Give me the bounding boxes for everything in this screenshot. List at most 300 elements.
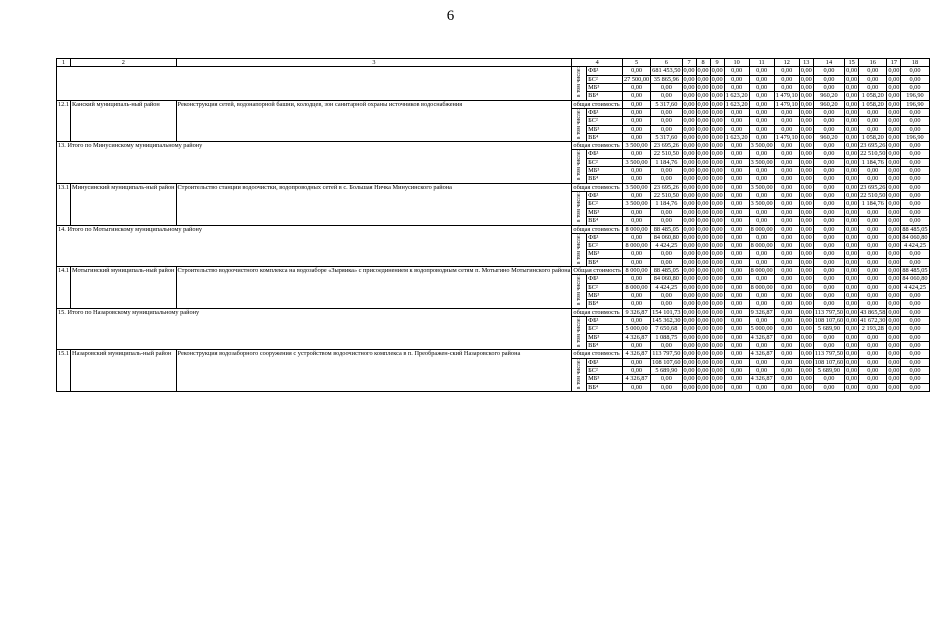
value-cell: 0,00 bbox=[859, 75, 887, 83]
source-cell: ФБ¹ bbox=[587, 316, 623, 324]
value-cell: 0,00 bbox=[749, 292, 774, 300]
value-cell: 0,00 bbox=[800, 325, 812, 333]
municipality-name: Назаровский муниципаль-ный район bbox=[71, 350, 177, 392]
value-cell: 0,00 bbox=[800, 258, 812, 266]
value-cell: 0,00 bbox=[711, 100, 723, 108]
source-cell: ВБ⁴ bbox=[587, 133, 623, 141]
value-cell: 0,00 bbox=[651, 117, 682, 125]
value-cell: 0,00 bbox=[683, 117, 695, 125]
value-cell: 0,00 bbox=[813, 75, 844, 83]
value-cell: 0,00 bbox=[622, 67, 650, 75]
col-header: 1 bbox=[57, 59, 71, 67]
value-cell: 0,00 bbox=[651, 83, 682, 91]
value-cell: 0,00 bbox=[683, 133, 695, 141]
value-cell: 0,00 bbox=[711, 250, 723, 258]
value-cell: 0,00 bbox=[888, 366, 900, 374]
value-cell: 5 317,60 bbox=[651, 100, 682, 108]
value-cell: 0,00 bbox=[846, 283, 858, 291]
value-cell: 0,00 bbox=[888, 383, 900, 391]
value-cell: 0,00 bbox=[859, 67, 887, 75]
value-cell: 0,00 bbox=[724, 192, 749, 200]
value-cell: 0,00 bbox=[888, 150, 900, 158]
value-cell: 0,00 bbox=[683, 366, 695, 374]
value-cell: 0,00 bbox=[724, 250, 749, 258]
value-cell: 0,00 bbox=[813, 208, 844, 216]
value-cell: 0,00 bbox=[622, 133, 650, 141]
value-cell: 0,00 bbox=[774, 200, 799, 208]
value-cell: 0,00 bbox=[774, 267, 799, 275]
value-cell: 0,00 bbox=[749, 275, 774, 283]
value-cell: 0,00 bbox=[683, 383, 695, 391]
value-cell: 3 500,00 bbox=[750, 183, 773, 191]
value-cell: 0,00 bbox=[859, 167, 887, 175]
in-that-number-label bbox=[572, 358, 587, 391]
value-cell: 0,00 bbox=[846, 75, 858, 83]
col-header: 14 bbox=[813, 59, 844, 67]
value-cell: 0,00 bbox=[774, 233, 799, 241]
value-cell: 9 326,87 bbox=[622, 308, 650, 316]
value-cell: 0,00 bbox=[888, 67, 900, 75]
value-cell: 0,00 bbox=[711, 300, 723, 308]
value-cell: 88 485,05 bbox=[902, 267, 928, 275]
value-cell: 0,00 bbox=[901, 341, 929, 349]
source-cell: ВБ⁴ bbox=[587, 175, 623, 183]
value-cell: 0,00 bbox=[888, 325, 900, 333]
value-cell: 0,00 bbox=[683, 192, 695, 200]
value-cell: 0,00 bbox=[749, 192, 774, 200]
value-cell: 0,00 bbox=[800, 217, 812, 225]
value-cell: 0,00 bbox=[813, 267, 844, 275]
value-cell: 0,00 bbox=[846, 192, 858, 200]
value-cell: 8 000,00 bbox=[750, 225, 773, 233]
value-cell: 0,00 bbox=[711, 133, 723, 141]
value-cell: 0,00 bbox=[846, 325, 858, 333]
value-cell: 0,00 bbox=[683, 100, 695, 108]
value-cell: 0,00 bbox=[697, 192, 709, 200]
value-cell: 0,00 bbox=[813, 383, 844, 391]
value-cell: 0,00 bbox=[800, 308, 812, 316]
source-cell: БС² bbox=[587, 242, 623, 250]
value-cell: 3 500,00 bbox=[622, 142, 650, 150]
value-cell: 113 797,50 bbox=[814, 350, 843, 358]
source-cell: МБ³ bbox=[587, 83, 623, 91]
value-cell: 0,00 bbox=[888, 192, 900, 200]
value-cell: 23 695,26 bbox=[860, 142, 886, 150]
value-cell: 0,00 bbox=[724, 325, 749, 333]
total-cost-label: общая стоимость bbox=[572, 225, 623, 233]
value-cell: 1 479,10 bbox=[775, 100, 798, 108]
value-cell: 0,00 bbox=[859, 366, 887, 374]
source-cell: ВБ⁴ bbox=[587, 383, 623, 391]
value-cell: 0,00 bbox=[800, 100, 812, 108]
value-cell: 35 865,96 bbox=[651, 75, 682, 83]
value-cell: 0,00 bbox=[800, 208, 812, 216]
value-cell: 0,00 bbox=[888, 258, 900, 266]
value-cell: 0,00 bbox=[749, 300, 774, 308]
total-cost-label: общая стоимость bbox=[572, 350, 623, 358]
source-cell: БС² bbox=[587, 75, 623, 83]
value-cell: 0,00 bbox=[724, 341, 749, 349]
value-cell: 0,00 bbox=[888, 183, 900, 191]
value-cell: 0,00 bbox=[800, 142, 812, 150]
value-cell: 145 362,30 bbox=[652, 316, 681, 324]
value-cell: 0,00 bbox=[846, 217, 858, 225]
col-header: 12 bbox=[774, 59, 799, 67]
col-header: 3 bbox=[176, 59, 572, 67]
in-that-number-text: в том числе: bbox=[576, 67, 583, 98]
value-cell: 0,00 bbox=[622, 108, 650, 116]
value-cell: 0,00 bbox=[697, 75, 709, 83]
value-cell: 0,00 bbox=[774, 258, 799, 266]
value-cell: 0,00 bbox=[697, 366, 709, 374]
value-cell: 0,00 bbox=[749, 258, 774, 266]
value-cell: 0,00 bbox=[901, 383, 929, 391]
value-cell: 0,00 bbox=[774, 117, 799, 125]
value-cell: 196,90 bbox=[901, 133, 929, 141]
value-cell: 0,00 bbox=[683, 108, 695, 116]
value-cell: 0,00 bbox=[683, 92, 695, 100]
value-cell: 0,00 bbox=[724, 275, 749, 283]
value-cell: 0,00 bbox=[901, 200, 929, 208]
value-cell: 0,00 bbox=[846, 358, 858, 366]
value-cell: 0,00 bbox=[774, 125, 799, 133]
value-cell: 0,00 bbox=[697, 183, 709, 191]
value-cell: 0,00 bbox=[888, 125, 900, 133]
value-cell: 1 623,20 bbox=[725, 100, 748, 108]
value-cell: 0,00 bbox=[622, 175, 650, 183]
value-cell: 4 424,25 bbox=[651, 242, 682, 250]
value-cell: 22 510,50 bbox=[651, 150, 682, 158]
value-cell: 0,00 bbox=[800, 242, 812, 250]
value-cell: 8 000,00 bbox=[622, 283, 650, 291]
in-that-number-text: в том числе: bbox=[576, 108, 583, 140]
value-cell: 0,00 bbox=[846, 142, 858, 150]
value-cell: 0,00 bbox=[846, 267, 858, 275]
value-cell: 0,00 bbox=[774, 308, 799, 316]
value-cell: 1 058,20 bbox=[859, 100, 887, 108]
value-cell: 0,00 bbox=[800, 267, 812, 275]
value-cell: 0,00 bbox=[683, 308, 695, 316]
value-cell: 0,00 bbox=[813, 150, 844, 158]
value-cell: 0,00 bbox=[749, 125, 774, 133]
district-total-label: 15. Итого по Назаровскому муниципальному району bbox=[57, 308, 572, 350]
total-cost-label: общая стоимость bbox=[572, 308, 623, 316]
object-name: Реконструкция сетей, водонапорной башни, колодцев, зон санитарной охраны источников водоснабжения bbox=[176, 100, 572, 142]
value-cell: 0,00 bbox=[813, 142, 844, 150]
value-cell: 1 184,76 bbox=[859, 200, 887, 208]
value-cell: 0,00 bbox=[846, 92, 858, 100]
value-cell: 0,00 bbox=[888, 83, 900, 91]
value-cell: 0,00 bbox=[846, 233, 858, 241]
value-cell: 0,00 bbox=[813, 300, 844, 308]
value-cell: 0,00 bbox=[888, 167, 900, 175]
value-cell: 0,00 bbox=[859, 292, 887, 300]
value-cell: 0,00 bbox=[901, 158, 929, 166]
value-cell: 0,00 bbox=[711, 108, 723, 116]
value-cell: 4 326,87 bbox=[622, 350, 650, 358]
value-cell: 0,00 bbox=[813, 217, 844, 225]
value-cell: 0,00 bbox=[711, 283, 723, 291]
object-total-row bbox=[57, 350, 930, 358]
value-cell: 0,00 bbox=[813, 125, 844, 133]
value-cell: 0,00 bbox=[846, 350, 858, 358]
value-cell: 0,00 bbox=[859, 267, 887, 275]
value-cell: 0,00 bbox=[622, 316, 650, 324]
value-cell: 0,00 bbox=[901, 125, 929, 133]
value-cell: 0,00 bbox=[683, 341, 695, 349]
value-cell: 0,00 bbox=[724, 83, 749, 91]
value-cell: 0,00 bbox=[774, 283, 799, 291]
value-cell: 0,00 bbox=[774, 192, 799, 200]
district-total-row bbox=[57, 225, 930, 233]
value-cell: 7 650,68 bbox=[651, 325, 682, 333]
value-cell: 108 107,60 bbox=[652, 358, 681, 366]
value-cell: 0,00 bbox=[724, 292, 749, 300]
value-cell: 0,00 bbox=[724, 75, 749, 83]
value-cell: 0,00 bbox=[846, 83, 858, 91]
value-cell: 0,00 bbox=[774, 350, 799, 358]
value-cell: 0,00 bbox=[697, 341, 709, 349]
col-header: 17 bbox=[887, 59, 901, 67]
source-cell: МБ³ bbox=[587, 125, 623, 133]
value-cell: 0,00 bbox=[888, 158, 900, 166]
value-cell: 0,00 bbox=[749, 117, 774, 125]
value-cell: 0,00 bbox=[711, 208, 723, 216]
value-cell: 0,00 bbox=[724, 242, 749, 250]
value-cell: 0,00 bbox=[622, 383, 650, 391]
value-cell: 0,00 bbox=[697, 200, 709, 208]
in-that-number-label bbox=[572, 192, 587, 225]
value-cell: 0,00 bbox=[724, 67, 749, 75]
value-cell: 84 060,80 bbox=[902, 275, 928, 283]
value-cell: 0,00 bbox=[888, 117, 900, 125]
value-cell: 0,00 bbox=[697, 142, 709, 150]
table-row bbox=[57, 67, 930, 75]
col-header: 11 bbox=[749, 59, 774, 67]
col-header: 16 bbox=[859, 59, 887, 67]
value-cell: 0,00 bbox=[800, 117, 812, 125]
value-cell: 0,00 bbox=[683, 217, 695, 225]
value-cell: 0,00 bbox=[901, 67, 929, 75]
value-cell: 113 797,50 bbox=[652, 350, 681, 358]
value-cell: 0,00 bbox=[846, 242, 858, 250]
value-cell: 108 107,60 bbox=[814, 316, 844, 324]
value-cell: 0,00 bbox=[697, 225, 709, 233]
value-cell: 0,00 bbox=[901, 192, 929, 200]
value-cell: 0,00 bbox=[724, 308, 749, 316]
value-cell: 0,00 bbox=[622, 258, 650, 266]
value-cell: 0,00 bbox=[888, 283, 900, 291]
value-cell: 0,00 bbox=[888, 308, 900, 316]
value-cell: 0,00 bbox=[859, 117, 887, 125]
value-cell: 0,00 bbox=[651, 92, 682, 100]
value-cell: 0,00 bbox=[697, 250, 709, 258]
value-cell: 0,00 bbox=[859, 350, 887, 358]
value-cell: 3 500,00 bbox=[622, 200, 650, 208]
value-cell: 0,00 bbox=[800, 316, 812, 324]
value-cell: 0,00 bbox=[697, 208, 709, 216]
value-cell: 0,00 bbox=[846, 375, 858, 383]
value-cell: 0,00 bbox=[724, 117, 749, 125]
source-cell: ВБ⁴ bbox=[587, 258, 623, 266]
value-cell: 0,00 bbox=[711, 192, 723, 200]
value-cell: 0,00 bbox=[697, 150, 709, 158]
value-cell: 0,00 bbox=[622, 192, 650, 200]
value-cell: 0,00 bbox=[697, 350, 709, 358]
object-total-row bbox=[57, 100, 930, 108]
value-cell: 0,00 bbox=[774, 316, 799, 324]
value-cell: 0,00 bbox=[901, 142, 929, 150]
value-cell: 0,00 bbox=[622, 292, 650, 300]
value-cell: 0,00 bbox=[859, 125, 887, 133]
value-cell: 0,00 bbox=[846, 117, 858, 125]
col-header: 7 bbox=[682, 59, 696, 67]
value-cell: 1 058,20 bbox=[859, 133, 887, 141]
object-name: Строительство станции водоочистки, водопроводных сетей в с. Большая Ничка Минусинского района bbox=[176, 183, 572, 225]
value-cell: 0,00 bbox=[800, 150, 812, 158]
source-cell: МБ³ bbox=[587, 208, 623, 216]
value-cell: 0,00 bbox=[800, 292, 812, 300]
value-cell: 0,00 bbox=[697, 283, 709, 291]
value-cell: 0,00 bbox=[901, 183, 929, 191]
value-cell: 0,00 bbox=[901, 325, 929, 333]
value-cell: 0,00 bbox=[651, 258, 682, 266]
value-cell: 23 695,26 bbox=[651, 183, 682, 191]
value-cell: 0,00 bbox=[901, 292, 929, 300]
value-cell: 0,00 bbox=[711, 267, 723, 275]
in-that-number-text: в том числе: bbox=[576, 150, 583, 181]
district-total-label: 13. Итого по Минусинскому муниципальному району bbox=[57, 142, 572, 184]
value-cell: 0,00 bbox=[888, 142, 900, 150]
value-cell: 0,00 bbox=[711, 258, 723, 266]
value-cell: 1 479,10 bbox=[775, 92, 798, 100]
value-cell: 8 000,00 bbox=[622, 242, 650, 250]
value-cell: 196,90 bbox=[901, 100, 929, 108]
value-cell: 0,00 bbox=[711, 325, 723, 333]
value-cell: 0,00 bbox=[724, 150, 749, 158]
municipality-name: Канский муниципаль-ный район bbox=[71, 100, 177, 142]
value-cell: 0,00 bbox=[774, 358, 799, 366]
value-cell: 0,00 bbox=[888, 75, 900, 83]
value-cell: 0,00 bbox=[901, 258, 929, 266]
value-cell: 0,00 bbox=[651, 167, 682, 175]
value-cell: 0,00 bbox=[711, 333, 723, 341]
value-cell: 0,00 bbox=[749, 108, 774, 116]
value-cell: 0,00 bbox=[846, 108, 858, 116]
value-cell: 0,00 bbox=[711, 183, 723, 191]
value-cell: 0,00 bbox=[846, 275, 858, 283]
value-cell: 0,00 bbox=[901, 308, 929, 316]
value-cell: 0,00 bbox=[859, 283, 887, 291]
value-cell: 0,00 bbox=[800, 300, 812, 308]
value-cell: 0,00 bbox=[813, 341, 844, 349]
value-cell: 0,00 bbox=[813, 258, 844, 266]
value-cell: 88 485,05 bbox=[651, 225, 682, 233]
value-cell: 0,00 bbox=[846, 133, 858, 141]
value-cell: 0,00 bbox=[800, 250, 812, 258]
value-cell: 0,00 bbox=[888, 233, 900, 241]
item-number: 15.1 bbox=[57, 350, 71, 392]
value-cell: 0,00 bbox=[813, 242, 844, 250]
value-cell: 3 500,00 bbox=[750, 158, 773, 166]
value-cell: 3 500,00 bbox=[622, 183, 650, 191]
district-total-row bbox=[57, 308, 930, 316]
col-header: 6 bbox=[651, 59, 682, 67]
value-cell: 0,00 bbox=[749, 83, 774, 91]
value-cell: 0,00 bbox=[683, 267, 695, 275]
source-cell: ВБ⁴ bbox=[587, 300, 623, 308]
value-cell: 0,00 bbox=[711, 375, 723, 383]
value-cell: 0,00 bbox=[683, 225, 695, 233]
value-cell: 0,00 bbox=[888, 217, 900, 225]
value-cell: 0,00 bbox=[846, 100, 858, 108]
value-cell: 0,00 bbox=[697, 175, 709, 183]
col-header: 15 bbox=[845, 59, 859, 67]
value-cell: 4 326,87 bbox=[750, 350, 773, 358]
value-cell: 0,00 bbox=[749, 92, 774, 100]
value-cell: 0,00 bbox=[813, 292, 844, 300]
value-cell: 0,00 bbox=[697, 133, 709, 141]
value-cell: 0,00 bbox=[622, 300, 650, 308]
value-cell: 0,00 bbox=[711, 242, 723, 250]
value-cell: 0,00 bbox=[749, 316, 774, 324]
value-cell: 0,00 bbox=[774, 108, 799, 116]
value-cell: 0,00 bbox=[651, 341, 682, 349]
value-cell: 0,00 bbox=[724, 208, 749, 216]
value-cell: 0,00 bbox=[888, 133, 900, 141]
value-cell: 0,00 bbox=[622, 208, 650, 216]
in-that-number-label bbox=[572, 233, 587, 266]
value-cell: 0,00 bbox=[683, 142, 695, 150]
value-cell: 0,00 bbox=[697, 383, 709, 391]
item-number: 13.1 bbox=[57, 183, 71, 225]
source-cell: МБ³ bbox=[587, 333, 623, 341]
value-cell: 0,00 bbox=[711, 341, 723, 349]
value-cell: 0,00 bbox=[813, 67, 844, 75]
value-cell: 0,00 bbox=[813, 83, 844, 91]
source-cell: ФБ¹ bbox=[587, 358, 623, 366]
col-header: 2 bbox=[71, 59, 177, 67]
value-cell: 0,00 bbox=[622, 358, 650, 366]
value-cell: 0,00 bbox=[724, 358, 749, 366]
value-cell: 0,00 bbox=[901, 358, 929, 366]
value-cell: 0,00 bbox=[774, 208, 799, 216]
value-cell: 0,00 bbox=[711, 358, 723, 366]
value-cell: 0,00 bbox=[800, 275, 812, 283]
value-cell: 0,00 bbox=[813, 283, 844, 291]
value-cell: 1 184,76 bbox=[651, 158, 682, 166]
value-cell: 0,00 bbox=[774, 183, 799, 191]
value-cell: 0,00 bbox=[651, 375, 682, 383]
value-cell: 0,00 bbox=[901, 316, 929, 324]
value-cell: 0,00 bbox=[711, 366, 723, 374]
value-cell: 0,00 bbox=[800, 175, 812, 183]
value-cell: 0,00 bbox=[859, 375, 887, 383]
value-cell: 41 672,30 bbox=[860, 316, 886, 324]
value-cell: 0,00 bbox=[724, 167, 749, 175]
value-cell: 0,00 bbox=[800, 341, 812, 349]
value-cell: 0,00 bbox=[697, 108, 709, 116]
source-cell: МБ³ bbox=[587, 375, 623, 383]
value-cell: 0,00 bbox=[859, 258, 887, 266]
value-cell: 0,00 bbox=[697, 316, 709, 324]
value-cell: 0,00 bbox=[724, 300, 749, 308]
source-cell: ВБ⁴ bbox=[587, 92, 623, 100]
value-cell: 0,00 bbox=[683, 358, 695, 366]
value-cell: 0,00 bbox=[888, 225, 900, 233]
value-cell: 0,00 bbox=[683, 375, 695, 383]
value-cell: 88 485,05 bbox=[651, 267, 682, 275]
